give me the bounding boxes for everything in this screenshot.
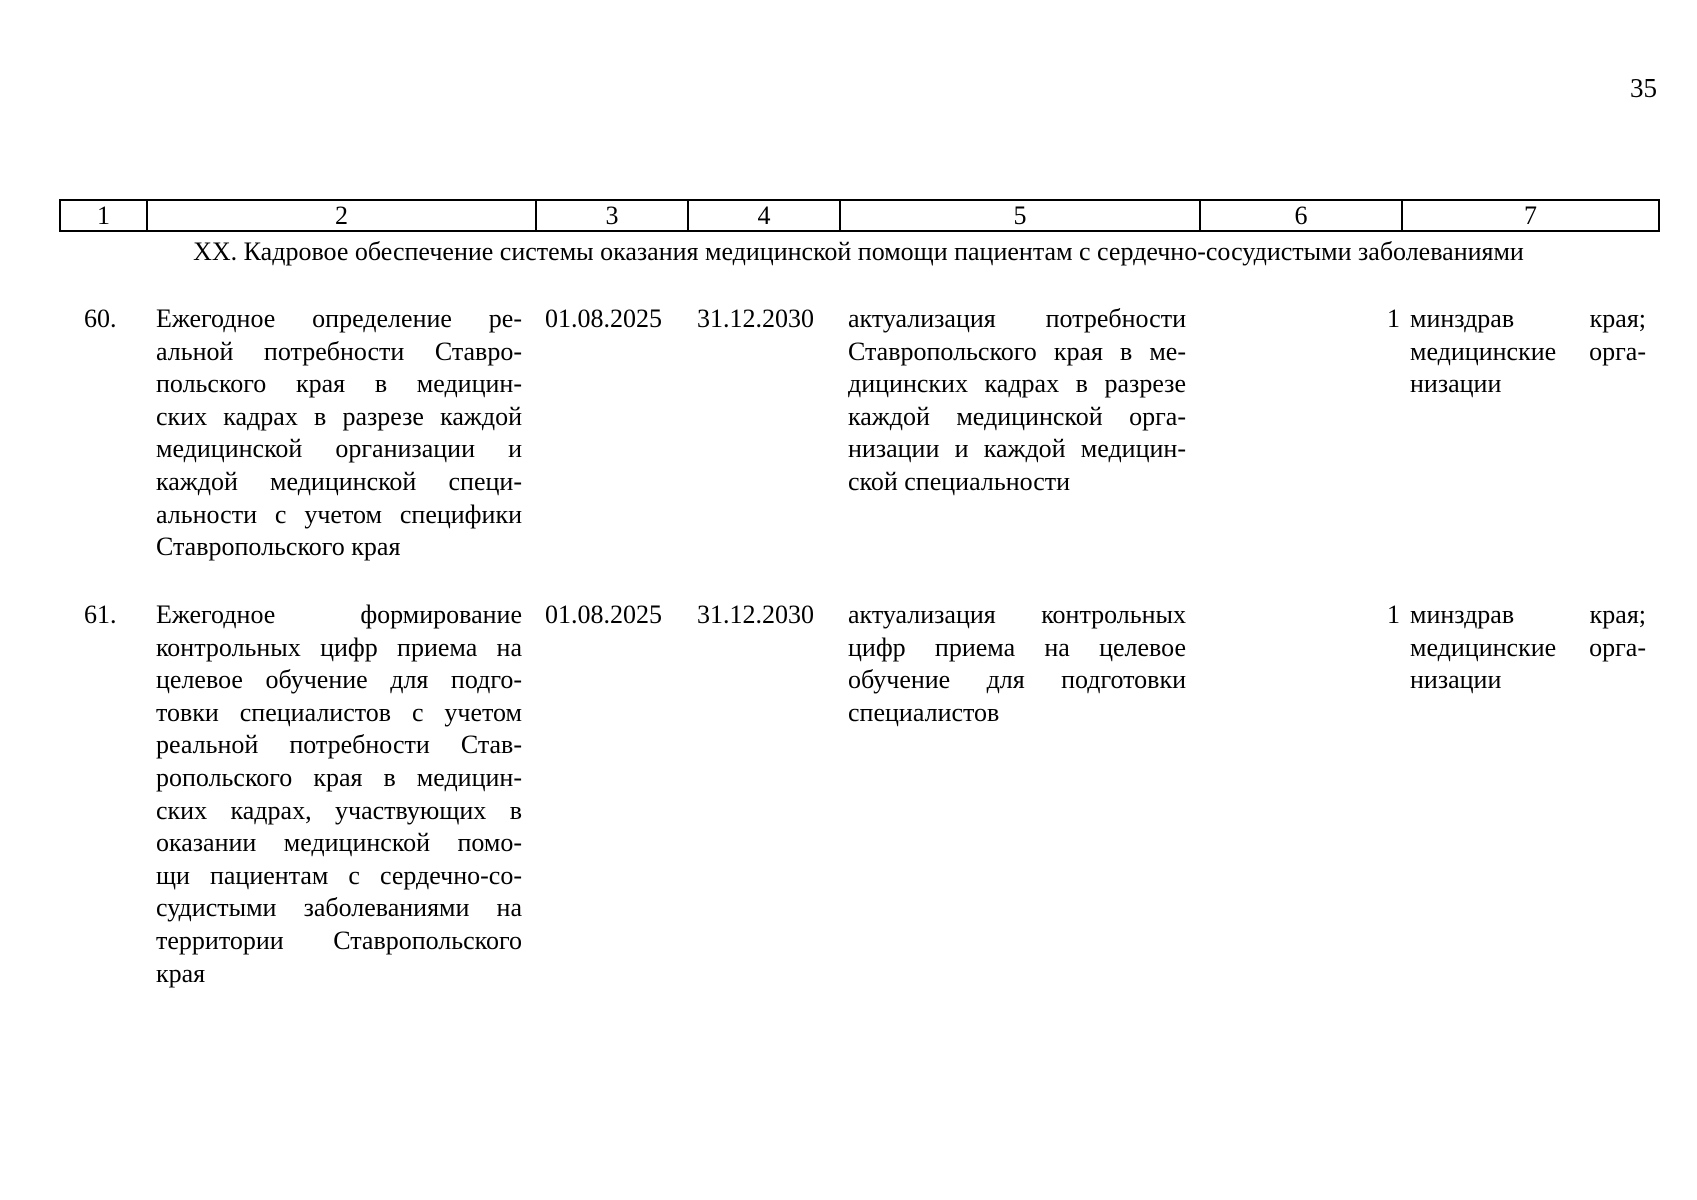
text-line: актуализация контрольных (848, 600, 1186, 629)
text-line: альной потребности Ставро- (156, 336, 522, 366)
text-line: медицинские орга- (1410, 336, 1646, 366)
text-line: целевое обучение для подго- (156, 665, 522, 695)
responsible-executor (1410, 303, 1646, 401)
column-number-6: 6 (1200, 200, 1402, 231)
text-line: судистыми заболеваниями на (156, 893, 522, 923)
start-date: 01.08.2025 (545, 600, 662, 629)
text-line: дицинских кадрах в разрезе (848, 369, 1186, 399)
column-number-header (59, 199, 1660, 232)
text-line: актуализация потребности (848, 304, 1186, 333)
row-number: 61. (84, 600, 117, 629)
indicator-value: 1 (1387, 304, 1400, 333)
text-line: польского края в медицин- (156, 369, 522, 399)
text-line: низации (1410, 369, 1502, 399)
text-line: Ежегодное определение ре- (156, 304, 522, 333)
responsible-executor (1410, 599, 1646, 697)
text-line: каждой медицинской специ- (156, 466, 522, 496)
measure-description (156, 599, 522, 990)
text-line: ропольского края в медицин- (156, 762, 522, 792)
column-number-2: 2 (147, 200, 536, 231)
text-line: щи пациентам с сердечно-со- (156, 860, 522, 890)
text-line: цифр приема на целевое (848, 632, 1186, 662)
text-line: товки специалистов с учетом (156, 697, 522, 727)
end-date: 31.12.2030 (697, 304, 814, 333)
text-line: ских кадрах в разрезе каждой (156, 401, 522, 431)
text-line: контрольных цифр приема на (156, 632, 522, 662)
text-line: края (156, 958, 206, 988)
text-line: обучение для подготовки (848, 665, 1186, 695)
text-line: низации и каждой медицин- (848, 434, 1186, 464)
column-number-7: 7 (1402, 200, 1659, 231)
indicator-value: 1 (1387, 600, 1400, 629)
column-number-3: 3 (536, 200, 688, 231)
text-line: каждой медицинской орга- (848, 401, 1186, 431)
row-number: 60. (84, 304, 117, 333)
column-number-5: 5 (840, 200, 1200, 231)
column-number-4: 4 (688, 200, 840, 231)
measure-description (156, 303, 522, 564)
text-line: ских кадрах, участвующих в (156, 795, 522, 825)
text-line: минздрав края; (1410, 304, 1646, 333)
section-title: XX. Кадровое обеспечение системы оказания медицинской помощи пациентам с сердечно-сосудистыми заболеваниями (193, 237, 1524, 266)
text-line: территории Ставропольского (156, 925, 522, 955)
page-number: 35 (1630, 73, 1657, 103)
text-line: низации (1410, 665, 1502, 695)
text-line: Ставропольского края в ме- (848, 336, 1186, 366)
text-line: минздрав края; (1410, 600, 1646, 629)
text-line: специалистов (848, 697, 1000, 727)
start-date: 01.08.2025 (545, 304, 662, 333)
text-line: оказании медицинской помо- (156, 828, 522, 858)
text-line: медицинской организации и (156, 434, 522, 464)
text-line: ской специальности (848, 466, 1071, 496)
text-line: реальной потребности Став- (156, 730, 522, 760)
text-line: медицинские орга- (1410, 632, 1646, 662)
end-date: 31.12.2030 (697, 600, 814, 629)
expected-result (848, 599, 1186, 729)
text-line: Ежегодное формирование (156, 600, 522, 629)
column-number-1: 1 (60, 200, 147, 231)
text-line: альности с учетом специфики (156, 499, 522, 529)
expected-result (848, 303, 1186, 499)
text-line: Ставропольского края (156, 532, 401, 562)
